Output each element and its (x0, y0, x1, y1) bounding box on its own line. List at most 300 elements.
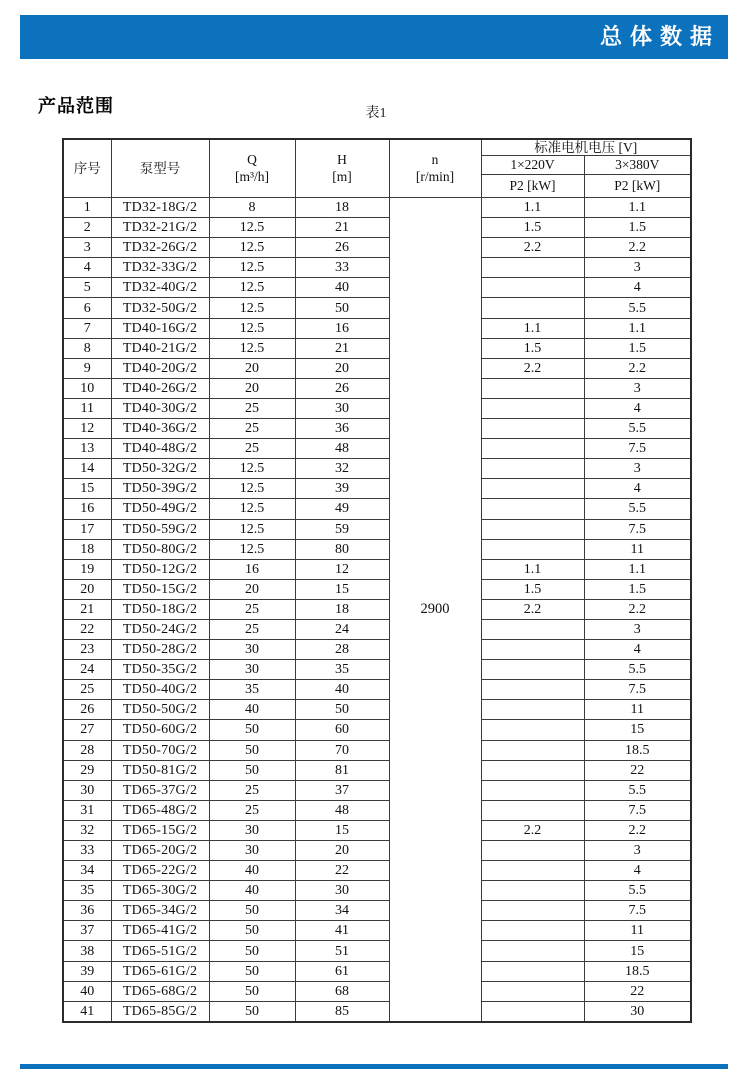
table-row (63, 539, 691, 559)
table-row (63, 318, 691, 338)
p2-380-cell: 11 (584, 921, 691, 941)
q-cell: 16 (209, 559, 295, 579)
table-row (63, 820, 691, 840)
h-cell: 34 (295, 901, 389, 921)
p2-220-cell (481, 861, 584, 881)
table-body (63, 198, 691, 1022)
p2-220-cell: 2.2 (481, 358, 584, 378)
p2-380-cell: 3 (584, 258, 691, 278)
table-row (63, 198, 691, 218)
p2-220-cell (481, 479, 584, 499)
h-cell: 26 (295, 238, 389, 258)
model-cell: TD40-48G/2 (111, 439, 209, 459)
h-cell: 70 (295, 740, 389, 760)
product-range-table (62, 138, 692, 1023)
h-cell: 50 (295, 298, 389, 318)
index-cell: 25 (63, 680, 111, 700)
q-cell: 12.5 (209, 258, 295, 278)
p2-380-cell: 4 (584, 640, 691, 660)
q-cell: 12.5 (209, 218, 295, 238)
h-cell: 30 (295, 398, 389, 418)
model-cell: TD50-60G/2 (111, 720, 209, 740)
h-cell: 68 (295, 981, 389, 1001)
p2-380-cell: 22 (584, 981, 691, 1001)
h-cell: 50 (295, 700, 389, 720)
table-row (63, 760, 691, 780)
model-cell: TD32-33G/2 (111, 258, 209, 278)
model-cell: TD65-41G/2 (111, 921, 209, 941)
p2-220-cell (481, 881, 584, 901)
h-cell: 40 (295, 680, 389, 700)
p2-220-cell (481, 258, 584, 278)
col-header-220v: 1×220V (481, 156, 584, 175)
q-cell: 50 (209, 921, 295, 941)
q-cell: 50 (209, 981, 295, 1001)
h-cell: 15 (295, 579, 389, 599)
model-cell: TD50-59G/2 (111, 519, 209, 539)
col-header-n-symbol: n (431, 151, 439, 167)
p2-380-cell: 18.5 (584, 740, 691, 760)
q-cell: 12.5 (209, 499, 295, 519)
index-cell: 12 (63, 419, 111, 439)
h-cell: 51 (295, 941, 389, 961)
model-cell: TD50-35G/2 (111, 660, 209, 680)
model-cell: TD65-37G/2 (111, 780, 209, 800)
p2-380-cell: 3 (584, 841, 691, 861)
p2-220-cell (481, 398, 584, 418)
speed-cell: 2900 (389, 198, 481, 1022)
model-cell: TD40-20G/2 (111, 358, 209, 378)
p2-380-cell: 1.1 (584, 559, 691, 579)
table-row (63, 700, 691, 720)
p2-220-cell: 1.5 (481, 218, 584, 238)
col-header-h-symbol: H (337, 151, 347, 167)
table-row (63, 358, 691, 378)
p2-380-cell: 2.2 (584, 238, 691, 258)
p2-220-cell (481, 700, 584, 720)
index-cell: 29 (63, 760, 111, 780)
index-cell: 17 (63, 519, 111, 539)
q-cell: 8 (209, 198, 295, 218)
p2-220-cell (481, 720, 584, 740)
table-row (63, 398, 691, 418)
section-title: 产品范围 (38, 96, 114, 116)
index-cell: 13 (63, 439, 111, 459)
q-cell: 30 (209, 841, 295, 861)
model-cell: TD50-12G/2 (111, 559, 209, 579)
index-cell: 7 (63, 318, 111, 338)
p2-220-cell (481, 760, 584, 780)
p2-220-cell (481, 981, 584, 1001)
p2-380-cell: 5.5 (584, 499, 691, 519)
index-cell: 26 (63, 700, 111, 720)
h-cell: 35 (295, 660, 389, 680)
table-row (63, 519, 691, 539)
index-cell: 34 (63, 861, 111, 881)
table-row (63, 278, 691, 298)
q-cell: 25 (209, 619, 295, 639)
h-cell: 21 (295, 338, 389, 358)
index-cell: 32 (63, 820, 111, 840)
model-cell: TD50-49G/2 (111, 499, 209, 519)
p2-380-cell: 7.5 (584, 439, 691, 459)
q-cell: 12.5 (209, 298, 295, 318)
model-cell: TD40-36G/2 (111, 419, 209, 439)
index-cell: 41 (63, 1001, 111, 1022)
table-row (63, 1001, 691, 1022)
p2-220-cell (481, 740, 584, 760)
p2-220-cell (481, 1001, 584, 1022)
table-row (63, 901, 691, 921)
h-cell: 28 (295, 640, 389, 660)
h-cell: 18 (295, 198, 389, 218)
p2-220-cell: 1.5 (481, 579, 584, 599)
table-row (63, 218, 691, 238)
p2-380-cell: 1.5 (584, 338, 691, 358)
p2-220-cell (481, 680, 584, 700)
table-row (63, 720, 691, 740)
index-cell: 9 (63, 358, 111, 378)
h-cell: 32 (295, 459, 389, 479)
footer-bar (20, 1064, 728, 1069)
model-cell: TD32-26G/2 (111, 238, 209, 258)
p2-220-cell: 1.1 (481, 318, 584, 338)
index-cell: 33 (63, 841, 111, 861)
q-cell: 12.5 (209, 459, 295, 479)
p2-380-cell: 4 (584, 278, 691, 298)
index-cell: 6 (63, 298, 111, 318)
q-cell: 25 (209, 439, 295, 459)
model-cell: TD40-21G/2 (111, 338, 209, 358)
p2-220-cell (481, 640, 584, 660)
col-header-h (295, 139, 389, 198)
table-row (63, 780, 691, 800)
table-row (63, 941, 691, 961)
table-row (63, 479, 691, 499)
table-row (63, 378, 691, 398)
col-header-voltage-group: 标准电机电压 [V] (481, 139, 691, 156)
h-cell: 22 (295, 861, 389, 881)
p2-380-cell: 11 (584, 700, 691, 720)
p2-220-cell (481, 499, 584, 519)
p2-220-cell (481, 278, 584, 298)
q-cell: 20 (209, 378, 295, 398)
q-cell: 25 (209, 419, 295, 439)
index-cell: 10 (63, 378, 111, 398)
index-cell: 27 (63, 720, 111, 740)
h-cell: 49 (295, 499, 389, 519)
h-cell: 85 (295, 1001, 389, 1022)
table-row (63, 921, 691, 941)
p2-220-cell (481, 378, 584, 398)
index-cell: 15 (63, 479, 111, 499)
model-cell: TD50-70G/2 (111, 740, 209, 760)
model-cell: TD50-15G/2 (111, 579, 209, 599)
p2-220-cell: 2.2 (481, 238, 584, 258)
p2-380-cell: 4 (584, 861, 691, 881)
page-header-title: 总体数据 (599, 24, 720, 49)
index-cell: 8 (63, 338, 111, 358)
p2-380-cell: 5.5 (584, 419, 691, 439)
index-cell: 24 (63, 660, 111, 680)
p2-380-cell: 2.2 (584, 820, 691, 840)
index-cell: 2 (63, 218, 111, 238)
model-cell: TD40-16G/2 (111, 318, 209, 338)
p2-380-cell: 1.1 (584, 198, 691, 218)
q-cell: 50 (209, 1001, 295, 1022)
h-cell: 20 (295, 841, 389, 861)
h-cell: 30 (295, 881, 389, 901)
q-cell: 25 (209, 780, 295, 800)
q-cell: 20 (209, 358, 295, 378)
model-cell: TD50-24G/2 (111, 619, 209, 639)
table-caption: 表1 (365, 106, 387, 121)
q-cell: 50 (209, 961, 295, 981)
model-cell: TD32-50G/2 (111, 298, 209, 318)
p2-380-cell: 7.5 (584, 680, 691, 700)
index-cell: 18 (63, 539, 111, 559)
q-cell: 12.5 (209, 479, 295, 499)
index-cell: 20 (63, 579, 111, 599)
index-cell: 22 (63, 619, 111, 639)
index-cell: 37 (63, 921, 111, 941)
p2-380-cell: 22 (584, 760, 691, 780)
p2-220-cell (481, 780, 584, 800)
h-cell: 59 (295, 519, 389, 539)
model-cell: TD40-30G/2 (111, 398, 209, 418)
model-cell: TD50-18G/2 (111, 599, 209, 619)
p2-380-cell: 2.2 (584, 599, 691, 619)
p2-220-cell (481, 459, 584, 479)
p2-220-cell (481, 841, 584, 861)
p2-220-cell: 2.2 (481, 820, 584, 840)
index-cell: 36 (63, 901, 111, 921)
table-row (63, 298, 691, 318)
q-cell: 25 (209, 398, 295, 418)
index-cell: 3 (63, 238, 111, 258)
h-cell: 33 (295, 258, 389, 278)
p2-380-cell: 5.5 (584, 298, 691, 318)
model-cell: TD50-28G/2 (111, 640, 209, 660)
index-cell: 5 (63, 278, 111, 298)
table-row (63, 559, 691, 579)
col-header-p2-380: P2 [kW] (584, 175, 691, 198)
h-cell: 48 (295, 800, 389, 820)
p2-380-cell: 1.1 (584, 318, 691, 338)
table-row (63, 459, 691, 479)
index-cell: 1 (63, 198, 111, 218)
p2-220-cell (481, 539, 584, 559)
p2-380-cell: 3 (584, 459, 691, 479)
q-cell: 12.5 (209, 238, 295, 258)
q-cell: 50 (209, 941, 295, 961)
index-cell: 21 (63, 599, 111, 619)
p2-220-cell (481, 519, 584, 539)
index-cell: 28 (63, 740, 111, 760)
index-cell: 14 (63, 459, 111, 479)
table-row (63, 579, 691, 599)
col-header-q (209, 139, 295, 198)
p2-220-cell (481, 619, 584, 639)
q-cell: 40 (209, 881, 295, 901)
p2-380-cell: 4 (584, 479, 691, 499)
model-cell: TD50-39G/2 (111, 479, 209, 499)
q-cell: 30 (209, 640, 295, 660)
p2-380-cell: 5.5 (584, 881, 691, 901)
p2-380-cell: 30 (584, 1001, 691, 1022)
model-cell: TD65-48G/2 (111, 800, 209, 820)
model-cell: TD65-22G/2 (111, 861, 209, 881)
h-cell: 12 (295, 559, 389, 579)
p2-220-cell (481, 298, 584, 318)
index-cell: 30 (63, 780, 111, 800)
p2-220-cell: 1.1 (481, 198, 584, 218)
table-row (63, 439, 691, 459)
p2-220-cell: 1.5 (481, 338, 584, 358)
p2-380-cell: 7.5 (584, 800, 691, 820)
table-row (63, 499, 691, 519)
p2-380-cell: 3 (584, 619, 691, 639)
h-cell: 16 (295, 318, 389, 338)
table-row (63, 660, 691, 680)
p2-220-cell (481, 921, 584, 941)
q-cell: 50 (209, 760, 295, 780)
model-cell: TD65-30G/2 (111, 881, 209, 901)
index-cell: 23 (63, 640, 111, 660)
q-cell: 40 (209, 861, 295, 881)
p2-220-cell (481, 941, 584, 961)
p2-380-cell: 5.5 (584, 660, 691, 680)
table-row (63, 841, 691, 861)
h-cell: 40 (295, 278, 389, 298)
q-cell: 50 (209, 740, 295, 760)
q-cell: 25 (209, 599, 295, 619)
index-cell: 40 (63, 981, 111, 1001)
index-cell: 4 (63, 258, 111, 278)
h-cell: 41 (295, 921, 389, 941)
model-cell: TD50-80G/2 (111, 539, 209, 559)
h-cell: 36 (295, 419, 389, 439)
h-cell: 26 (295, 378, 389, 398)
table-row (63, 861, 691, 881)
p2-220-cell (481, 660, 584, 680)
h-cell: 61 (295, 961, 389, 981)
table-row (63, 238, 691, 258)
h-cell: 15 (295, 820, 389, 840)
p2-380-cell: 1.5 (584, 579, 691, 599)
h-cell: 24 (295, 619, 389, 639)
q-cell: 12.5 (209, 278, 295, 298)
header-bar (20, 15, 728, 59)
p2-380-cell: 7.5 (584, 519, 691, 539)
col-header-n (389, 139, 481, 198)
table-row (63, 981, 691, 1001)
q-cell: 25 (209, 800, 295, 820)
index-cell: 19 (63, 559, 111, 579)
index-cell: 31 (63, 800, 111, 820)
q-cell: 50 (209, 720, 295, 740)
h-cell: 20 (295, 358, 389, 378)
h-cell: 37 (295, 780, 389, 800)
col-header-index: 序号 (63, 139, 111, 198)
p2-220-cell: 2.2 (481, 599, 584, 619)
table-row (63, 258, 691, 278)
index-cell: 35 (63, 881, 111, 901)
model-cell: TD32-40G/2 (111, 278, 209, 298)
q-cell: 35 (209, 680, 295, 700)
index-cell: 38 (63, 941, 111, 961)
h-cell: 60 (295, 720, 389, 740)
p2-220-cell (481, 439, 584, 459)
h-cell: 81 (295, 760, 389, 780)
col-header-model: 泵型号 (111, 139, 209, 198)
model-cell: TD50-32G/2 (111, 459, 209, 479)
q-cell: 40 (209, 700, 295, 720)
p2-380-cell: 7.5 (584, 901, 691, 921)
p2-220-cell (481, 961, 584, 981)
index-cell: 16 (63, 499, 111, 519)
model-cell: TD65-61G/2 (111, 961, 209, 981)
col-header-n-unit: [r/min] (415, 168, 455, 184)
p2-380-cell: 11 (584, 539, 691, 559)
p2-220-cell: 1.1 (481, 559, 584, 579)
table-row (63, 961, 691, 981)
h-cell: 48 (295, 439, 389, 459)
header-row-group (63, 139, 691, 156)
model-cell: TD65-15G/2 (111, 820, 209, 840)
model-cell: TD50-50G/2 (111, 700, 209, 720)
h-cell: 18 (295, 599, 389, 619)
q-cell: 12.5 (209, 539, 295, 559)
q-cell: 30 (209, 660, 295, 680)
index-cell: 11 (63, 398, 111, 418)
model-cell: TD32-18G/2 (111, 198, 209, 218)
p2-380-cell: 5.5 (584, 780, 691, 800)
p2-380-cell: 18.5 (584, 961, 691, 981)
p2-380-cell: 1.5 (584, 218, 691, 238)
col-header-q-symbol: Q (247, 151, 257, 167)
h-cell: 80 (295, 539, 389, 559)
q-cell: 12.5 (209, 519, 295, 539)
h-cell: 39 (295, 479, 389, 499)
model-cell: TD65-51G/2 (111, 941, 209, 961)
q-cell: 12.5 (209, 318, 295, 338)
table-row (63, 338, 691, 358)
model-cell: TD65-68G/2 (111, 981, 209, 1001)
model-cell: TD65-34G/2 (111, 901, 209, 921)
table-row (63, 619, 691, 639)
h-cell: 21 (295, 218, 389, 238)
model-cell: TD32-21G/2 (111, 218, 209, 238)
q-cell: 12.5 (209, 338, 295, 358)
table-row (63, 800, 691, 820)
col-header-q-unit: [m³/h] (234, 168, 270, 184)
model-cell: TD65-20G/2 (111, 841, 209, 861)
p2-380-cell: 3 (584, 378, 691, 398)
table-row (63, 640, 691, 660)
p2-380-cell: 4 (584, 398, 691, 418)
table-row (63, 599, 691, 619)
q-cell: 30 (209, 820, 295, 840)
table-row (63, 419, 691, 439)
p2-380-cell: 2.2 (584, 358, 691, 378)
p2-220-cell (481, 901, 584, 921)
col-header-h-unit: [m] (332, 168, 352, 184)
table-row (63, 881, 691, 901)
q-cell: 50 (209, 901, 295, 921)
col-header-p2-220: P2 [kW] (481, 175, 584, 198)
model-cell: TD50-81G/2 (111, 760, 209, 780)
